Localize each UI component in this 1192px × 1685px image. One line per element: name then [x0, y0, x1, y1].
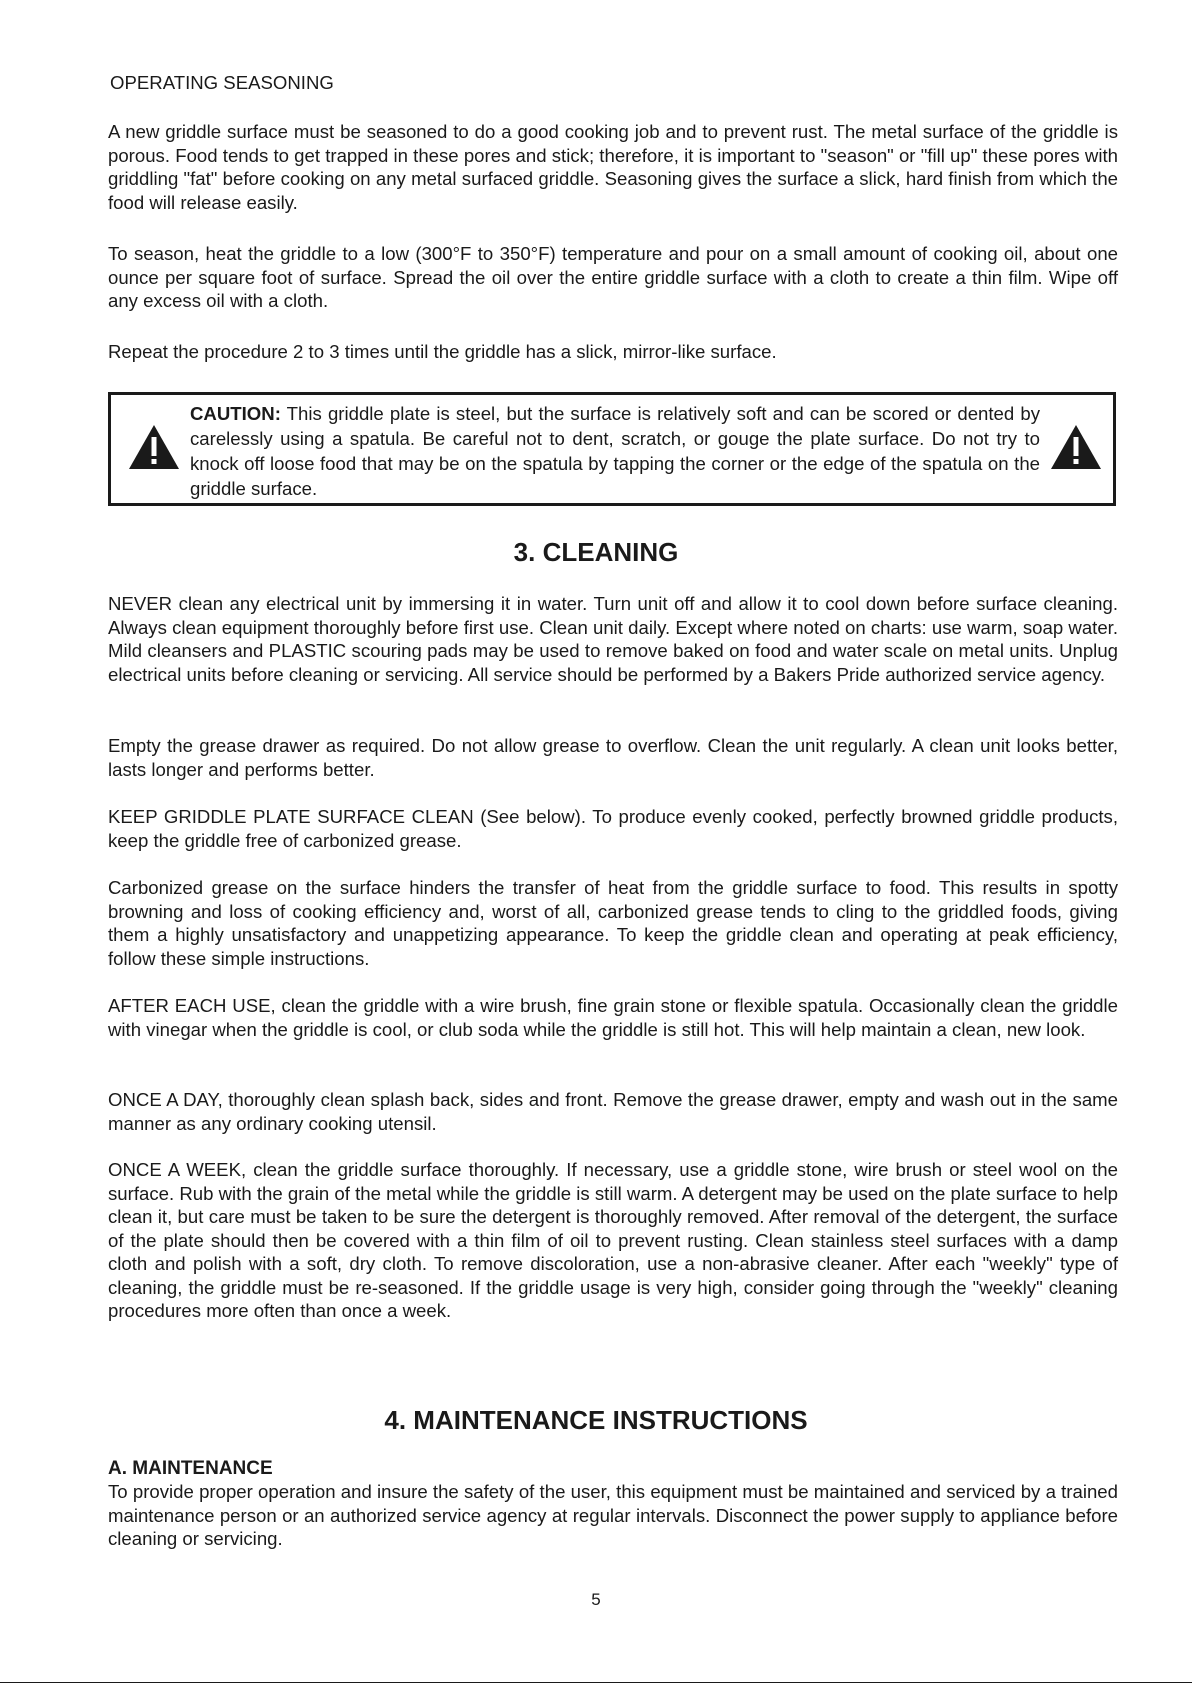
warning-triangle-icon [127, 423, 181, 471]
warning-triangle-icon [1049, 423, 1103, 471]
cleaning-section-title: 3. CLEANING [513, 537, 679, 567]
bottom-divider [0, 1682, 1192, 1683]
maintenance-subheading: A. MAINTENANCE [108, 1458, 273, 1479]
seasoning-paragraph-1: A new griddle surface must be seasoned to do a good cooking job and to prevent rust. The metal surface of the griddle is porous. Food tends to get trapped in these pores and stick; therefore, it is important to "season" or "fill up" these pores with griddling "fat" before cooking on any metal surfaced griddle. Seasoning gives the surface a slick, hard finish from which the food will release easily. [108, 121, 1118, 213]
caution-body: This griddle plate is steel, but the surface is relatively soft and can be scored or dented by carelessly using a spatula. Be careful not to dent, scratch, or gouge the plate surface. Do not try to knock off loose food that may be on the spatula by tapping the corner or the edge of the spatula on the griddle surface. [190, 403, 1040, 499]
operating-seasoning-heading: OPERATING SEASONING [110, 72, 334, 93]
seasoning-paragraph-3: Repeat the procedure 2 to 3 times until the griddle has a slick, mirror-like surface. [108, 341, 777, 362]
seasoning-paragraph-2: To season, heat the griddle to a low (300°F to 350°F) temperature and pour on a small amount of cooking oil, about one ounce per square foot of surface. Spread the oil over the entire griddle surface with a cloth to create a thin film. Wipe off any excess oil with a cloth. [108, 243, 1118, 311]
cleaning-paragraph-6: ONCE A DAY, thoroughly clean splash back, sides and front. Remove the grease drawer, empty and wash out in the same manner as any ordinary cooking utensil. [108, 1089, 1118, 1134]
cleaning-paragraph-2: Empty the grease drawer as required. Do not allow grease to overflow. Clean the unit regularly. A clean unit looks better, lasts longer and performs better. [108, 735, 1118, 780]
cleaning-paragraph-4: Carbonized grease on the surface hinders the transfer of heat from the griddle surface to food. This results in spotty browning and loss of cooking efficiency and, worst of all, carbonized grease tends to cling to the griddled foods, giving them a highly unsatisfactory and unappetizing appearance. To keep the griddle clean and operating at peak efficiency, follow these simple instructions. [108, 877, 1118, 969]
cleaning-paragraph-1: NEVER clean any electrical unit by immersing it in water. Turn unit off and allow it to cool down before surface cleaning. Always clean equipment thoroughly before first use. Clean unit daily. Except where noted on charts: use warm, soap water. Mild cleansers and PLASTIC scouring pads may be used to remove baked on food and water scale on metal units. Unplug electrical units before cleaning or servicing. All service should be performed by a Bakers Pride authorized service agency. [108, 593, 1118, 685]
maintenance-paragraph-1: To provide proper operation and insure the safety of the user, this equipment must be maintained and serviced by a trained maintenance person or an authorized service agency at regular intervals. Disconnect the power supply to appliance before cleaning or servicing. [108, 1481, 1118, 1549]
cleaning-paragraph-5: AFTER EACH USE, clean the griddle with a wire brush, fine grain stone or flexible spatula. Occasionally clean the griddle with vinegar when the griddle is cool, or club soda while the griddle is still hot. This will help maintain a clean, new look. [108, 995, 1118, 1040]
caution-box [108, 392, 1116, 506]
caution-text [190, 401, 1040, 501]
cleaning-paragraph-7: ONCE A WEEK, clean the griddle surface thoroughly. If necessary, use a griddle stone, wire brush or steel wool on the surface. Rub with the grain of the metal while the griddle is still warm. A detergent may be used on the plate surface to help clean it, but care must be taken to be sure the detergent is thoroughly removed. After removal of the detergent, the surface of the plate should then be covered with a thin film of oil to prevent rusting. Clean stainless steel surfaces with a damp cloth and polish with a soft, dry cloth. To remove discoloration, use a non-abrasive cleaner. After each "weekly" type of cleaning, the griddle must be re-seasoned. If the griddle usage is very high, consider going through the "weekly" cleaning procedures more often than once a week. [108, 1159, 1118, 1321]
caution-label: CAUTION: [190, 403, 281, 424]
page-number: 5 [591, 1590, 601, 1609]
maintenance-section-title: 4. MAINTENANCE INSTRUCTIONS [384, 1405, 808, 1435]
cleaning-paragraph-3: KEEP GRIDDLE PLATE SURFACE CLEAN (See below). To produce evenly cooked, perfectly browned griddle products, keep the griddle free of carbonized grease. [108, 806, 1118, 851]
